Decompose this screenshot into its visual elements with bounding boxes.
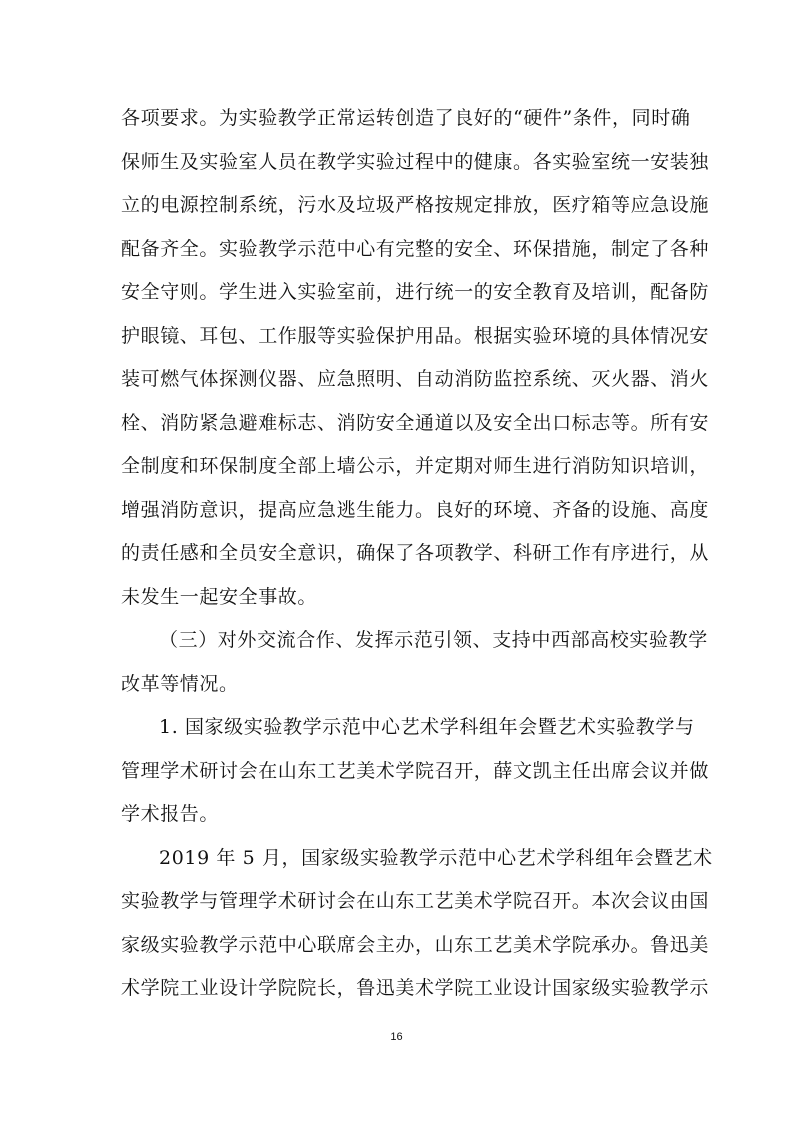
body-text-line: 增强消防意识，提高应急逃生能力。良好的环境、齐备的设施、高度 (121, 499, 710, 521)
body-text-line: 栓、消防紧急避难标志、消防安全通道以及安全出口标志等。所有安 (121, 412, 710, 434)
body-text-line: 术学院工业设计学院院长，鲁迅美术学院工业设计国家级实验教学示 (121, 977, 710, 999)
section-heading-line: 改革等情况。 (121, 673, 239, 695)
body-text-line: 安全守则。学生进入实验室前，进行统一的安全教育及培训，配备防 (121, 281, 710, 303)
page-number: 16 (390, 1031, 403, 1043)
item-heading-line: 学术报告。 (121, 803, 220, 825)
body-text-line: 2019 年 5 月，国家级实验教学示范中心艺术学科组年会暨艺术 (159, 847, 713, 869)
body-text-line: 实验教学与管理学术研讨会在山东工艺美术学院召开。本次会议由国 (121, 890, 710, 912)
body-text-line: 装可燃气体探测仪器、应急照明、自动消防监控系统、灭火器、消火 (121, 368, 710, 390)
body-text-line: 配备齐全。实验教学示范中心有完整的安全、环保措施，制定了各种 (121, 238, 710, 260)
body-text-line: 家级实验教学示范中心联席会主办，山东工艺美术学院承办。鲁迅美 (121, 934, 710, 956)
body-text-line: 各项要求。为实验教学正常运转创造了良好的“硬件”条件，同时确 (121, 107, 691, 129)
body-text-line: 未发生一起安全事故。 (121, 586, 318, 608)
body-text-line: 护眼镜、耳包、工作服等实验保护用品。根据实验环境的具体情况安 (121, 325, 710, 347)
body-text-line: 全制度和环保制度全部上墙公示，并定期对师生进行消防知识培训， (121, 455, 710, 477)
section-heading-line: （三）对外交流合作、发挥示范引领、支持中西部高校实验教学 (159, 629, 708, 651)
body-text-line: 的责任感和全员安全意识，确保了各项教学、科研工作有序进行，从 (121, 542, 710, 564)
body-text-line: 立的电源控制系统，污水及垃圾严格按规定排放，医疗箱等应急设施 (121, 194, 710, 216)
item-heading-line: 1. 国家级实验教学示范中心艺术学科组年会暨艺术实验教学与 (159, 716, 695, 738)
item-heading-line: 管理学术研讨会在山东工艺美术学院召开，薛文凯主任出席会议并做 (121, 760, 710, 782)
body-text-line: 保师生及实验室人员在教学实验过程中的健康。各实验室统一安装独 (121, 151, 710, 173)
